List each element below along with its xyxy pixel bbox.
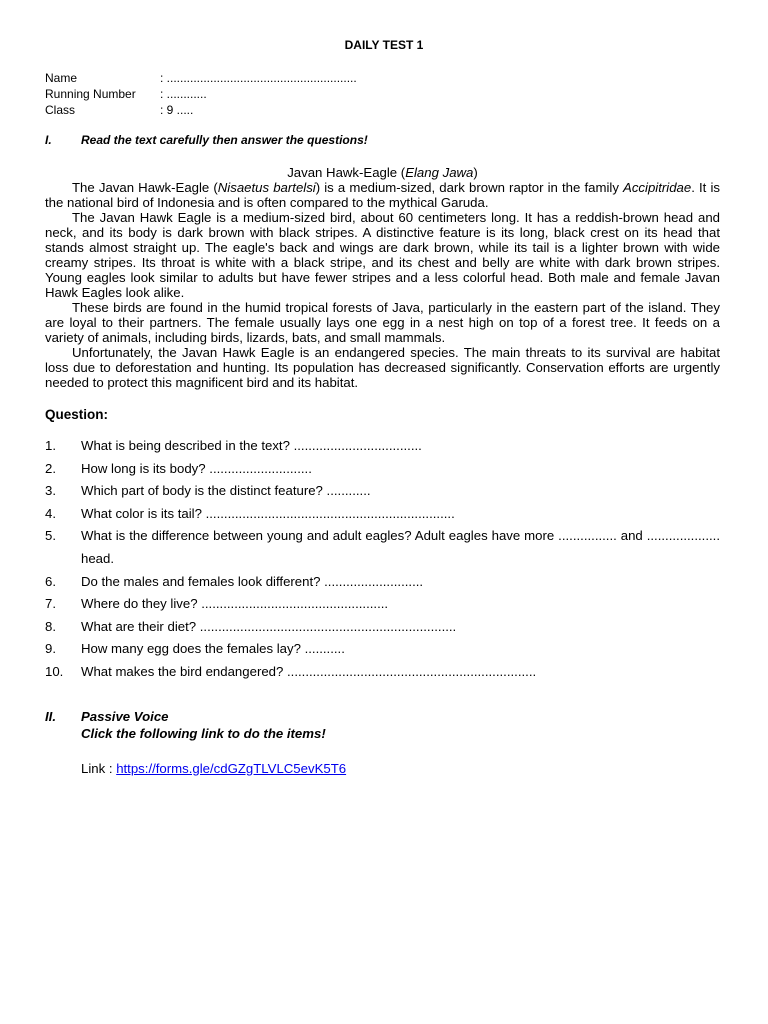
paragraph: Unfortunately, the Javan Hawk Eagle is an endangered species. The main threats to its survival are habitat loss due to deforestation and hunting. Its population has decreased significantly. Conservation efforts are urgently needed to protect this magnificent bird and its habitat.	[45, 345, 720, 390]
question-number: 9.	[45, 641, 56, 657]
question-number: 5.	[45, 528, 56, 544]
reading-title: Javan Hawk-Eagle (Elang Jawa)	[287, 165, 478, 180]
question-text: Do the males and females look different? ...........................	[81, 573, 424, 589]
question-list	[45, 435, 720, 684]
info-value: : 9 .....	[160, 103, 194, 117]
question-text: What is being described in the text? ...................................	[81, 438, 422, 453]
info-label: Class	[45, 103, 76, 117]
questions-heading: Question:	[45, 407, 108, 422]
link-label: Link :	[81, 761, 117, 776]
question-item	[45, 480, 720, 503]
section-title: Passive Voice	[81, 709, 169, 724]
question-number: 3.	[45, 483, 56, 499]
info-label: Name	[45, 71, 78, 85]
question-text: What are their diet? ......................................................................	[81, 618, 457, 634]
page-title: DAILY TEST 1	[344, 38, 424, 52]
link-line	[81, 761, 346, 776]
question-item	[45, 661, 720, 684]
info-row-name	[45, 70, 357, 86]
section-1-heading	[45, 133, 368, 147]
reading-text	[45, 165, 720, 390]
info-value: : ............	[160, 87, 207, 101]
question-item	[45, 525, 720, 570]
info-row-class	[45, 102, 357, 118]
question-number: 7.	[45, 596, 56, 612]
question-item	[45, 458, 720, 481]
info-value: : .........................................................	[160, 71, 357, 85]
question-number: 10.	[45, 663, 64, 679]
question-item	[45, 435, 720, 458]
question-item	[45, 616, 720, 639]
info-label: Running Number	[45, 87, 136, 101]
section-number: I.	[45, 133, 52, 147]
question-number: 8.	[45, 618, 56, 634]
section-2-heading	[45, 709, 326, 742]
paragraph: These birds are found in the humid tropical forests of Java, particularly in the eastern part of the island. They are loyal to their partners. The female usually lays one egg in a nest high on top of a forest tree. It feeds on a variety of animals, including birds, lizards, bats, and small mammals.	[45, 300, 720, 345]
section-number: II.	[45, 709, 56, 724]
paragraph: The Javan Hawk-Eagle (Nisaetus bartelsi) is a medium-sized, dark brown raptor in the family Accipitridae. It is the national bird of Indonesia and is often compared to the mythical Garuda.	[45, 180, 720, 210]
paragraph: The Javan Hawk Eagle is a medium-sized bird, about 60 centimeters long. It has a reddish-brown head and neck, and its body is dark brown with black stripes. A distinctive feature is its long, black crest on its head that stands almost straight up. The eagle's back and wings are dark brown, while its tail is a lighter brown with wide creamy stripes. Its throat is white with a black stripe, and its chest and belly are white with dark brown stripes. Young eagles look similar to adults but have fewer stripes and a less colorful head. Both male and female Javan Hawk Eagles look alike.	[45, 210, 720, 300]
question-text: What color is its tail? ....................................................................	[81, 505, 455, 521]
question-item	[45, 593, 720, 616]
question-text: How many egg does the females lay? ...........	[81, 641, 345, 657]
question-item	[45, 638, 720, 661]
question-text: Which part of body is the distinct feature? ............	[81, 483, 371, 499]
question-number: 1.	[45, 438, 56, 453]
question-number: 6.	[45, 573, 56, 589]
section-instruction: Read the text carefully then answer the questions!	[81, 133, 368, 147]
google-form-link[interactable]: https://forms.gle/cdGZgTLVLC5evK5T6	[116, 761, 347, 776]
question-number: 2.	[45, 460, 56, 476]
question-text: Where do they live? ...................................................	[81, 596, 389, 612]
question-number: 4.	[45, 505, 56, 521]
question-text: How long is its body? ............................	[81, 460, 312, 476]
question-text: What makes the bird endangered? ....................................................................	[81, 663, 537, 679]
question-text: What is the difference between young and adult eagles? Adult eagles have more ................ and .................... head.	[81, 528, 720, 566]
section-instruction: Click the following link to do the items!	[81, 725, 326, 741]
section-2-text	[81, 709, 326, 742]
question-item	[45, 571, 720, 594]
question-item	[45, 503, 720, 526]
student-info	[45, 70, 357, 118]
info-row-running-number	[45, 86, 357, 102]
